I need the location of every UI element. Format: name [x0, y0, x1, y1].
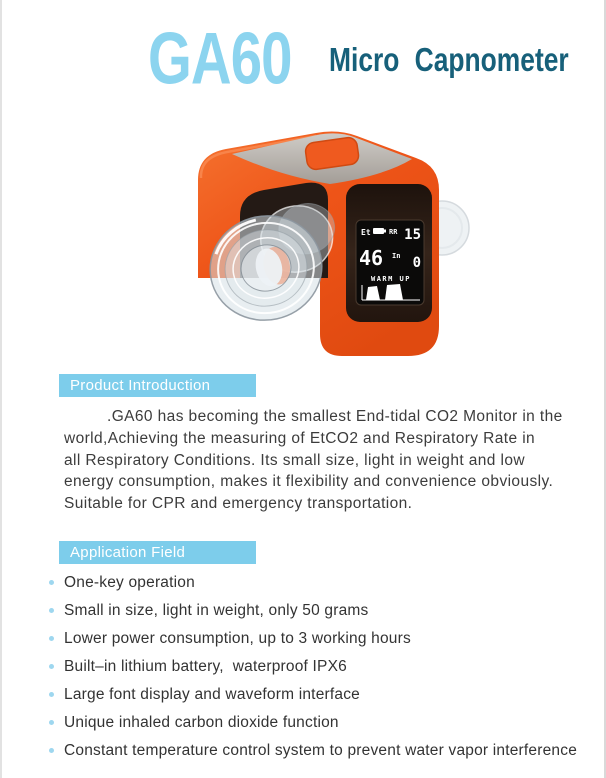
screen-in-label: In: [392, 252, 401, 260]
bullet-icon: [49, 580, 54, 585]
page-title-product: Micro Capnometer: [329, 42, 569, 79]
bullet-icon: [49, 720, 54, 725]
screen-et-label: Et: [361, 228, 371, 237]
list-item-label: Small in size, light in weight, only 50 grams: [64, 602, 369, 619]
intro-line: all Respiratory Conditions. Its small size, light in weight and low: [64, 451, 525, 469]
intro-line: Suitable for CPR and emergency transportation.: [64, 495, 413, 513]
list-item: [49, 628, 594, 656]
application-feature-list: [49, 572, 594, 768]
screen-et-value: 46: [359, 246, 384, 270]
capnometer-product-image: [180, 128, 480, 364]
intro-paragraph: [64, 406, 584, 515]
list-item: [49, 712, 594, 740]
list-item: [49, 656, 594, 684]
list-item-label: One-key operation: [64, 574, 195, 591]
screen-rr-label: RR: [389, 228, 398, 236]
section-heading-application-field: Application Field: [59, 541, 256, 564]
intro-line: world,Achieving the measuring of EtCO2 and Respiratory Rate in: [64, 429, 536, 447]
list-item: [49, 572, 594, 600]
bullet-icon: [49, 692, 54, 697]
screen-in-value: 0: [412, 255, 421, 271]
bullet-icon: [49, 748, 54, 753]
list-item: [49, 740, 594, 768]
list-item-label: Unique inhaled carbon dioxide function: [64, 714, 339, 731]
section-heading-product-introduction: Product Introduction: [59, 374, 256, 397]
intro-line: energy consumption, makes it flexibility and convenience obviously.: [64, 473, 554, 491]
device-display: [346, 184, 432, 322]
intro-line: .GA60 has becoming the smallest End-tidal CO2 Monitor in the: [107, 408, 563, 425]
list-item-label: Large font display and waveform interface: [64, 686, 360, 703]
list-item-label: Built–in lithium battery, waterproof IPX6: [64, 658, 347, 675]
list-item: [49, 600, 594, 628]
screen-rr-value: 15: [404, 227, 421, 243]
list-item-label: Lower power consumption, up to 3 working hours: [64, 630, 411, 647]
bullet-icon: [49, 664, 54, 669]
bullet-icon: [49, 636, 54, 641]
bullet-icon: [49, 608, 54, 613]
list-item-label: Constant temperature control system to prevent water vapor interference: [64, 742, 578, 759]
list-item: [49, 684, 594, 712]
screen-status: WARM UP: [370, 275, 412, 283]
page-title-model: GA60: [148, 17, 292, 100]
